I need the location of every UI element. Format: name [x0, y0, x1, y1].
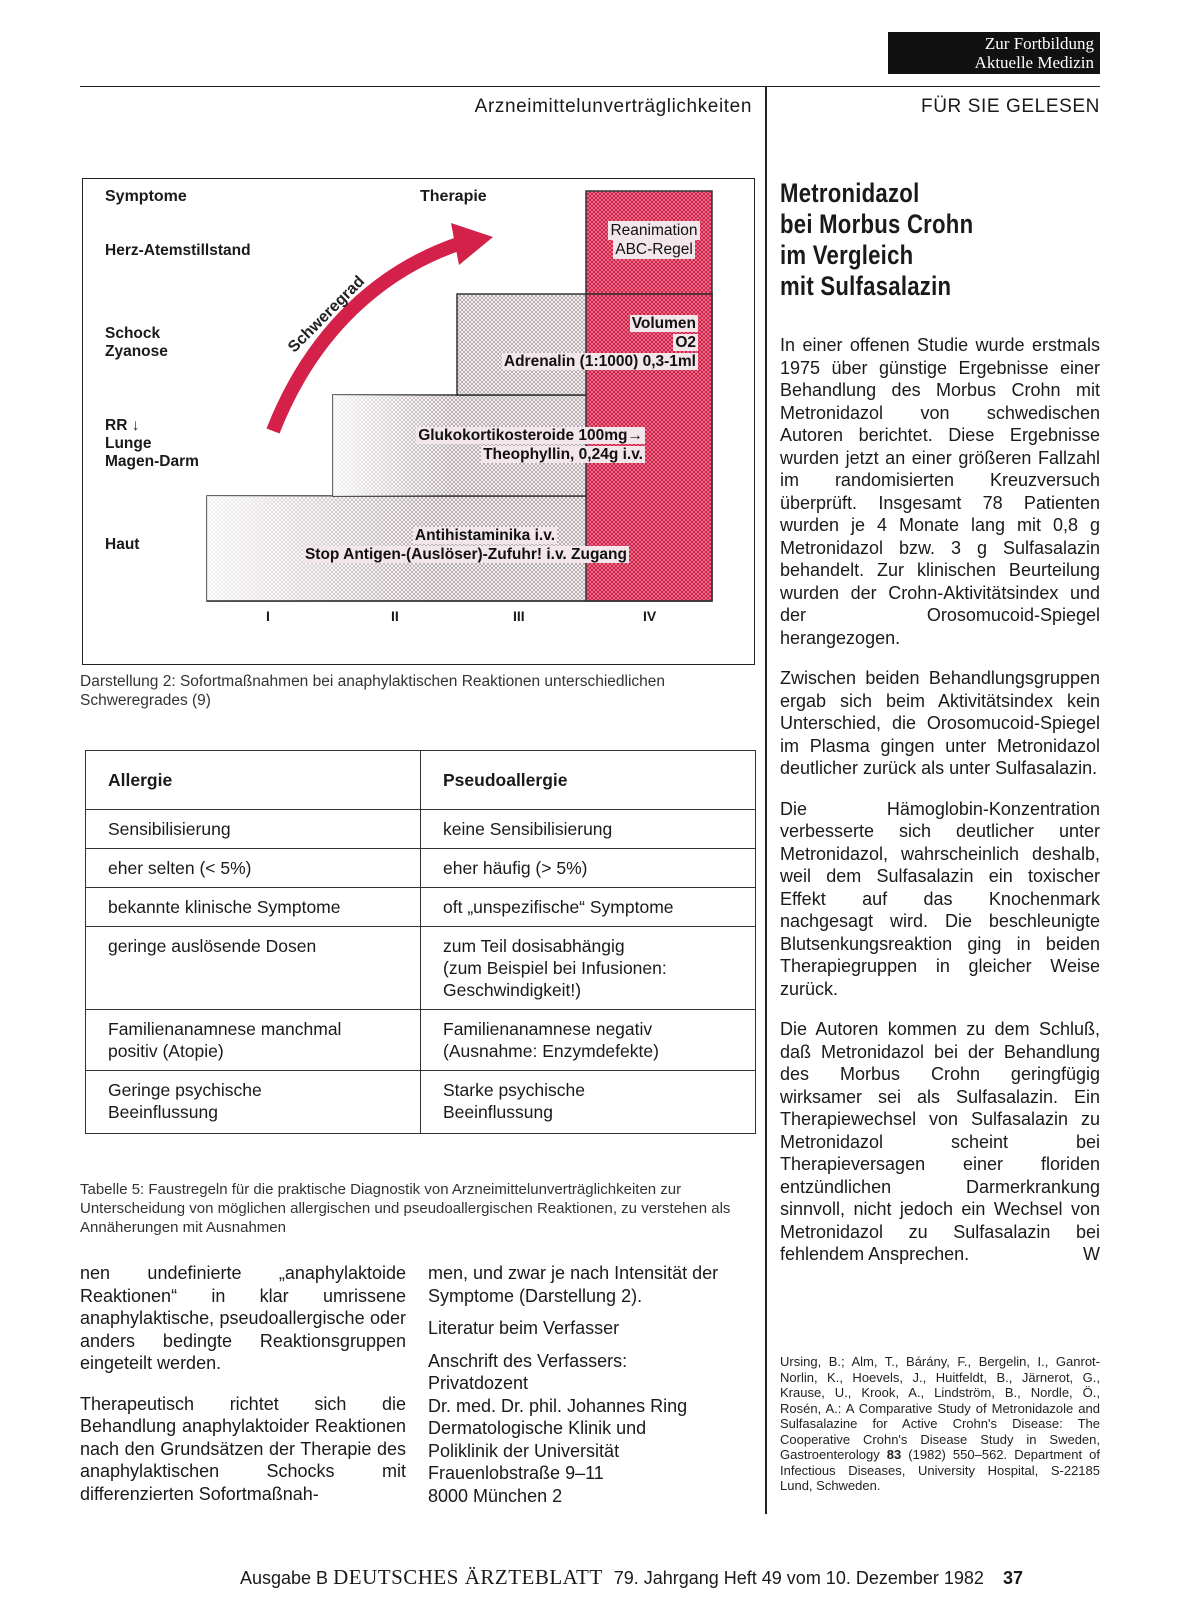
- running-head-right: FÜR SIE GELESEN: [921, 96, 1100, 117]
- symptom-cyanosis-line: Zyanose: [105, 343, 168, 360]
- address-label: Anschrift des Verfassers:: [428, 1350, 628, 1371]
- article-paragraph: In einer offenen Studie wurde erstmals 1975 über günstige Ergebnisse einer Behandlung des Morbus Crohn mit Metronidazol von schwedischen Autoren berichtet. Diese Ergebnisse wurden jetzt an einer größeren Fallzahl im randomisierten Kreuzversuch überprüft. Insgesamt 78 Patienten wurden je 4 Monate lang mit 0,8 g Metronidazol bzw. 3 g Sulfasalazin behandelt. Zur klinischen Beurteilung wurden der Crohn-Aktivitätsindex und der Orosomucoid-Spiegel herangezogen.: [780, 335, 1100, 648]
- address-line: 8000 München 2: [428, 1485, 563, 1506]
- therapy-grade-1: [273, 526, 629, 564]
- therapy-abc: ABC-Regel: [615, 241, 693, 258]
- therapy-volume: Volumen: [631, 315, 696, 332]
- article-paragraph: Zwischen beiden Behandlungsgruppen ergab sich beim Aktivitätsindex kein Unterschied, die Orosomucoid-Spiegel im Plasma gingen unter Metronidazol deutlicher zurück als unter Sulfasalazin.: [780, 668, 1100, 778]
- body-paragraph: nen undefinierte „anaphylaktoide Reaktionen“ in klar umrissene anaphylaktische, pseudoallergische oder anders bedingte Reaktionsgruppen eingeteilt werden.: [80, 1263, 406, 1373]
- article-title: [780, 178, 1042, 302]
- article-paragraph-text: Die Autoren kommen zu dem Schluß, daß Metronidazol bei der Behandlung des Morbus Crohn geringfügig wirksamer sei als Sulfasalazin. Ein Therapiewechsel von Sulfasalazin zu Metronidazol scheint bei Therapieversagen einer floriden entzündlichen Darmerkrankung sinnvoll, nicht jedoch ein Wechsel von Metronidazol zu Sulfasalazin bei fehlendem Ansprechen.: [780, 1019, 1100, 1264]
- therapy-grade-4: [599, 221, 709, 259]
- figure-caption: Darstellung 2: Sofortmaßnahmen bei anaphylaktischen Reaktionen unterschiedlichen Schweregrades (9): [80, 673, 666, 709]
- page-number: 37: [1002, 1568, 1023, 1588]
- table-cell: zum Teil dosisabhängig (zum Beispiel bei Infusionen: Geschwindigkeit!): [421, 927, 756, 1010]
- author-address: [428, 1350, 754, 1508]
- grade-label-4: IV: [643, 608, 657, 624]
- footer-issue: 79. Jahrgang Heft 49 vom 10. Dezember 1982: [613, 1568, 984, 1588]
- column-divider: [765, 86, 767, 1514]
- article-paragraph: Die Hämoglobin-Konzentration verbesserte sich deutlicher unter Metronidazol, wahrscheinlich deshalb, weil dem Sulfasalazin ein toxischer Effekt auf das Knochenmark nachgesagt wird. Die beschleunigte Blutsenkungsreaktion ging in beiden Therapiegruppen in gleicher Weise zurück.: [780, 798, 1100, 999]
- title-line: bei Morbus Crohn: [780, 209, 974, 239]
- address-line: Privatdozent: [428, 1373, 529, 1393]
- symptom-rr-line: RR ↓: [105, 417, 140, 434]
- reference-volume: 83: [886, 1447, 902, 1462]
- running-head-left: Arzneimittelunverträglichkeiten: [474, 96, 752, 117]
- symptom-shock-line: Schock: [105, 325, 161, 342]
- table-header-pseudoallergy: Pseudoallergie: [421, 751, 756, 810]
- therapy-theophyllin: Theophyllin, 0,24g i.v.: [483, 446, 643, 463]
- table-cell: Geringe psychische Beeinflussung: [86, 1071, 421, 1134]
- reference-text: Ursing, B.; Alm, T., Bárány, F., Bergelin, I., Ganrot-Norlin, K., Hoevels, J., Huitfeldt, B., Järnerot, G., Krause, U., Krook, A., Lindström, B., Nordle, Ö., Rosén, A.: A Comparative Study of Metronidazole and Sulfasalazine for Active Crohn's Disease: The Cooperative Crohn's Disease Study in Sweden, Gastroenterology: [780, 1354, 1100, 1462]
- col-therapy: Therapie: [420, 188, 487, 205]
- symptom-skin: Haut: [105, 536, 140, 553]
- therapy-steroids: Glukokortikosteroide 100mg→: [418, 427, 643, 444]
- table-cell: bekannte klinische Symptome: [86, 888, 421, 927]
- footer-masthead: DEUTSCHES ÄRZTEBLATT: [333, 1565, 603, 1589]
- badge-line-1: Zur Fortbildung: [984, 34, 1094, 53]
- table-cell: Familienanamnese negativ (Ausnahme: Enzymdefekte): [421, 1010, 756, 1071]
- therapy-grade-2: [383, 426, 645, 464]
- symptom-shock: [105, 325, 168, 361]
- article-paragraph: [780, 1018, 1100, 1266]
- severity-arrow-head: [451, 223, 493, 265]
- table-header-allergy: Allergie: [86, 751, 421, 810]
- body-column-left: [80, 1262, 406, 1523]
- therapy-adrenalin: Adrenalin (1:1000) 0,3-1ml: [503, 353, 696, 370]
- grade-label-3: III: [513, 608, 525, 624]
- therapy-o2: O2: [675, 334, 696, 351]
- allergy-table: [85, 750, 756, 1134]
- severity-figure: [82, 178, 755, 665]
- symptom-gut-line: Magen-Darm: [105, 453, 199, 470]
- address-line: Dermatologische Klinik und: [428, 1418, 647, 1438]
- therapy-stop-antigen: Stop Antigen-(Auslöser)-Zufuhr! i.v. Zugang: [304, 546, 627, 563]
- grade-label-1: I: [266, 608, 270, 624]
- symptom-bp: [105, 417, 199, 471]
- table-cell: oft „unspezifische“ Symptome: [421, 888, 756, 927]
- author-signature: W: [1083, 1244, 1100, 1264]
- body-paragraph: Therapeutisch richtet sich die Behandlung anaphylaktoider Reaktionen nach den Grundsätzen der Therapie des anaphylaktischen Schocks mit differenzierten Sofortmaßnah-: [80, 1393, 406, 1504]
- table-row: [86, 849, 756, 888]
- table-cell: Familienanamnese manchmal positiv (Atopie): [86, 1010, 421, 1071]
- title-line: Metronidazol: [780, 178, 920, 208]
- page-footer: [240, 1565, 1100, 1590]
- article-reference: [780, 1354, 1100, 1494]
- table-cell: eher häufig (> 5%): [421, 849, 756, 888]
- literature-note: Literatur beim Verfasser: [428, 1318, 620, 1338]
- section-badge: [888, 32, 1100, 74]
- table-header-row: [86, 751, 756, 810]
- title-line: im Vergleich: [780, 240, 914, 270]
- address-line: Frauenlobstraße 9–11: [428, 1463, 604, 1483]
- symptom-lung-line: Lunge: [105, 435, 152, 452]
- grade-label-2: II: [391, 608, 399, 624]
- table-row: [86, 927, 756, 1010]
- severity-arrow-label: Schweregrad: [285, 272, 369, 357]
- therapy-grade-3: [483, 314, 698, 371]
- table-row: [86, 1010, 756, 1071]
- body-column-middle: [428, 1262, 754, 1507]
- article-body: [780, 334, 1100, 1266]
- table-cell: geringe auslösende Dosen: [86, 927, 421, 1010]
- col-symptoms: Symptome: [105, 188, 187, 205]
- table-cell: Starke psychische Beeinflussung: [421, 1071, 756, 1134]
- address-line: Dr. med. Dr. phil. Johannes Ring: [428, 1395, 688, 1416]
- address-line: Poliklinik der Universität: [428, 1440, 620, 1461]
- body-paragraph: men, und zwar je nach Intensität der Symptome (Darstellung 2).: [428, 1263, 719, 1306]
- table-row: [86, 1071, 756, 1134]
- table-caption: Tabelle 5: Faustregeln für die praktische Diagnostik von Arzneimittelunverträglichkeiten zur Unterscheidung von möglichen allergischen und pseudoallergischen Reaktionen, zu verstehen als Annäherungen mit Ausnahmen: [80, 1181, 731, 1236]
- footer-edition: Ausgabe B: [240, 1568, 329, 1588]
- table-cell: eher selten (< 5%): [86, 849, 421, 888]
- reference-text-end: (1982) 550–562. Department of Infectious Diseases, University Hospital, S-22185 Lund, Schweden.: [780, 1447, 1100, 1493]
- badge-line-2: Aktuelle Medizin: [974, 53, 1094, 72]
- table-row: [86, 888, 756, 927]
- symptom-cardiac-arrest: Herz-Atemstillstand: [105, 242, 251, 259]
- table-cell: Sensibilisierung: [86, 810, 421, 849]
- table-cell: keine Sensibilisierung: [421, 810, 756, 849]
- header-rule: [80, 86, 1100, 87]
- table-row: [86, 810, 756, 849]
- therapy-reanimation: Reanimation: [610, 222, 698, 239]
- title-line: mit Sulfasalazin: [780, 271, 952, 301]
- therapy-antihistamine: Antihistaminika i.v.: [414, 527, 555, 544]
